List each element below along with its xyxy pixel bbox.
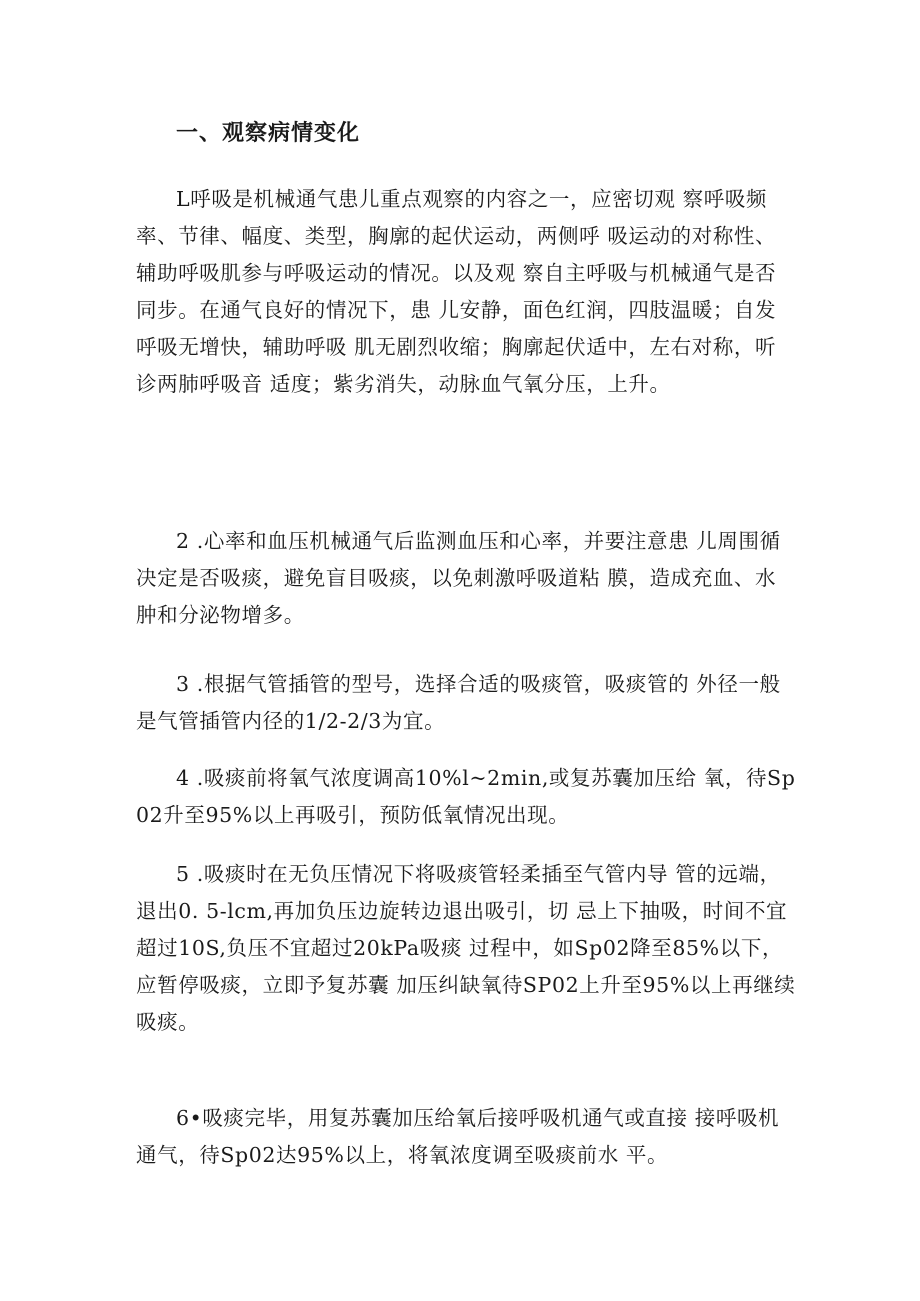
paragraph-suction-tube: 3 .根据气管插管的型号，选择合适的吸痰管，吸痰管的 外径一般是气管插管内径的1/2-2/3为宜。 (136, 671, 781, 733)
paragraph-breathing: L呼吸是机械通气患儿重点观察的内容之一，应密切观 察呼吸频率、节律、幅度、类型，胸廓的起伏运动，两侧呼 吸运动的对称性、辅助呼吸肌参与呼吸运动的情况。以及观 察自主呼吸与机械通气是否同步。在通气良好的情况下，患 儿安静，面色红润，四肢温暖；自发呼吸无增快，辅助呼吸 肌无剧烈收缩；胸廓起伏适中，左右对称，听诊两肺呼吸音 适度；紫劣消失，动脉血气氧分压，上升。 (136, 186, 777, 396)
paragraph-heart-rate: 2 .心率和血压机械通气后监测血压和心率，并要注意患 儿周围循决定是否吸痰，避免盲目吸痰，以免刺激呼吸道粘 膜，造成充血、水肿和分泌物增多。 (136, 528, 781, 627)
paragraph-post-suction: 6•吸痰完毕，用复苏囊加压给氧后接呼吸机通气或直接 接呼吸机通气，待Sp02达95%以上，将氧浓度调至吸痰前水 平。 (136, 1105, 780, 1167)
paragraph-pre-suction-oxygen: 4 .吸痰前将氧气浓度调高10%l~2min,或复苏囊加压给 氧，待Sp02升至95%以上再吸引，预防低氧情况出现。 (136, 765, 796, 827)
section-heading: 一、观察病情变化 (176, 121, 361, 146)
paragraph-suction-procedure: 5 .吸痰时在无负压情况下将吸痰管轻柔插至气管内导 管的远端，退出0. 5-lcm,再加负压边旋转边退出吸引，切 忌上下抽吸，时间不宜超过10S,负压不宜超过20kPa吸痰 过程中，如Sp02降至85%以下，应暂停吸痰，立即予复苏囊 加压纠缺氧待SP02上升至95%以上再继续吸痰。 (136, 861, 796, 1034)
